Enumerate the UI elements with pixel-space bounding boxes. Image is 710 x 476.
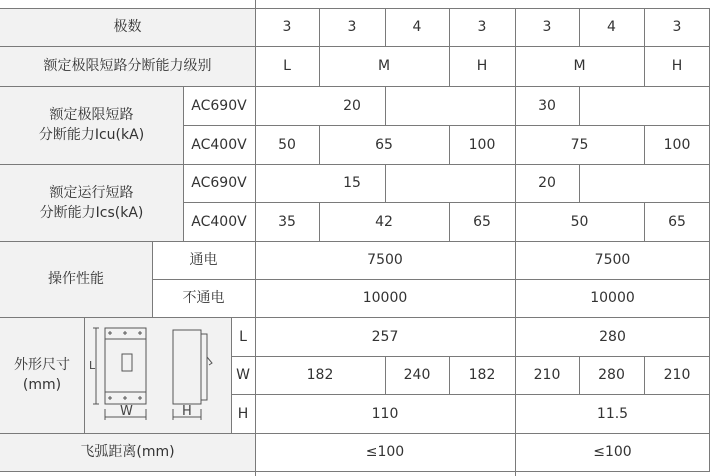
- grid-line: [449, 356, 450, 394]
- grid-line: [231, 394, 710, 395]
- breaker-side-view: [173, 330, 212, 420]
- label-dim-W: W: [236, 367, 250, 383]
- label-dimensions-line2: (mm): [22, 377, 62, 393]
- grid-line: [644, 8, 645, 86]
- value-dim-W: 280: [598, 367, 625, 383]
- value-poles: 3: [672, 19, 682, 35]
- value-powered: 7500: [594, 252, 631, 268]
- value-dim-H: 11.5: [596, 405, 629, 422]
- value-level: H: [671, 58, 683, 74]
- grid-line: [644, 356, 645, 394]
- value-ics-ac400: 65: [668, 213, 686, 230]
- value-unpowered: 10000: [362, 290, 408, 306]
- grid-line: [255, 0, 256, 476]
- grid-line: [449, 202, 450, 241]
- grid-line: [515, 8, 516, 476]
- label-dim-H: H: [237, 405, 249, 422]
- grid-line: [0, 8, 710, 9]
- value-icu-ac400: 65: [375, 136, 393, 153]
- grid-line: [644, 125, 645, 164]
- label-dim-L: L: [239, 328, 247, 345]
- label-ics: [0, 164, 183, 241]
- grid-line: [0, 86, 710, 87]
- label-breaking-level: 额定极限短路分断能力级别: [0, 46, 255, 86]
- value-icu-ac690: 30: [538, 97, 556, 114]
- label-icu-ac400: AC400V: [191, 136, 247, 153]
- grid-line: [231, 317, 232, 433]
- value-poles: 4: [607, 19, 616, 35]
- value-icu-ac400: 50: [278, 136, 296, 153]
- grid-line: [231, 356, 710, 357]
- grid-line: [579, 8, 580, 46]
- grid-line: [84, 317, 85, 433]
- value-dim-W: 210: [663, 367, 691, 383]
- grid-line: [0, 164, 710, 165]
- value-dim-L: 280: [599, 328, 626, 345]
- grid-line: [644, 202, 645, 241]
- label-ics-line1: 额定运行短路: [49, 184, 134, 201]
- label-arc-distance: 飞弧距离(mm): [0, 433, 255, 471]
- drawing-label-h: H: [182, 404, 192, 419]
- value-poles: 3: [542, 19, 552, 35]
- value-dim-W: 210: [533, 367, 561, 383]
- value-poles: 3: [282, 19, 292, 35]
- grid-line: [385, 86, 386, 125]
- label-ics-line2: 分断能力Ics(kA): [39, 204, 144, 221]
- value-dim-W: 240: [403, 367, 431, 383]
- value-unpowered: 10000: [590, 290, 635, 306]
- grid-line: [152, 279, 710, 280]
- value-ics-ac400: 65: [473, 213, 491, 230]
- value-dim-H: 110: [371, 405, 399, 422]
- value-icu-ac400: 100: [468, 136, 496, 153]
- grid-line: [385, 356, 386, 394]
- grid-line: [319, 8, 320, 46]
- grid-line: [183, 86, 184, 241]
- label-icu-line1: 额定极限短路: [49, 107, 134, 123]
- value-level: M: [377, 58, 391, 74]
- grid-line: [152, 241, 153, 317]
- value-poles: 3: [477, 19, 487, 35]
- grid-line: [319, 202, 320, 241]
- drawing-label-w: W: [120, 404, 133, 419]
- drawing-label-l: L: [89, 359, 96, 372]
- grid-line: [319, 125, 320, 164]
- value-dim-W: 182: [468, 367, 496, 383]
- grid-line: [449, 8, 450, 86]
- grid-line: [0, 317, 710, 318]
- label-poles: 极数: [0, 8, 255, 46]
- value-icu-ac400: 75: [570, 136, 589, 153]
- grid-line: [385, 164, 386, 202]
- label-dimensions-line1: 外形尺寸: [14, 357, 70, 373]
- label-ics-ac400: AC400V: [191, 213, 247, 230]
- grid-line: [579, 356, 580, 394]
- value-powered: 7500: [367, 252, 403, 268]
- label-powered: 通电: [189, 252, 218, 268]
- grid-line: [579, 164, 580, 202]
- value-arc-distance: ≤100: [593, 444, 632, 460]
- label-operation: 操作性能: [0, 241, 152, 317]
- label-icu-line2: 分断能力Icu(kA): [38, 127, 145, 143]
- value-level: H: [476, 58, 488, 74]
- grid-line: [0, 241, 710, 242]
- value-ics-ac400: 35: [278, 213, 296, 230]
- value-ics-ac690: 20: [538, 175, 556, 191]
- grid-line: [449, 125, 450, 164]
- grid-line: [319, 46, 320, 86]
- value-ics-ac690: 15: [343, 175, 361, 191]
- grid-line: [0, 46, 710, 47]
- label-icu: [0, 86, 183, 164]
- value-poles: 4: [412, 19, 422, 35]
- label-dimensions: [0, 317, 84, 433]
- value-level: M: [573, 58, 586, 74]
- dimension-drawing-svg: [84, 317, 231, 433]
- label-icu-ac690: AC690V: [191, 97, 247, 114]
- grid-line: [183, 125, 710, 126]
- value-icu-ac400: 100: [663, 136, 691, 153]
- grid-line: [579, 86, 580, 125]
- value-arc-distance: ≤100: [365, 444, 405, 460]
- value-icu-ac690: 20: [343, 97, 361, 114]
- value-level: L: [283, 58, 291, 74]
- grid-line: [0, 433, 710, 434]
- value-ics-ac400: 50: [570, 213, 589, 230]
- value-ics-ac400: 42: [375, 213, 393, 230]
- value-dim-W: 182: [306, 367, 334, 383]
- grid-line: [183, 202, 710, 203]
- value-dim-L: 257: [371, 328, 399, 345]
- label-ics-ac690: AC690V: [191, 175, 247, 191]
- label-unpowered: 不通电: [182, 290, 225, 306]
- grid-line: [385, 8, 386, 46]
- grid-line: [0, 471, 710, 472]
- value-poles: 3: [347, 19, 357, 35]
